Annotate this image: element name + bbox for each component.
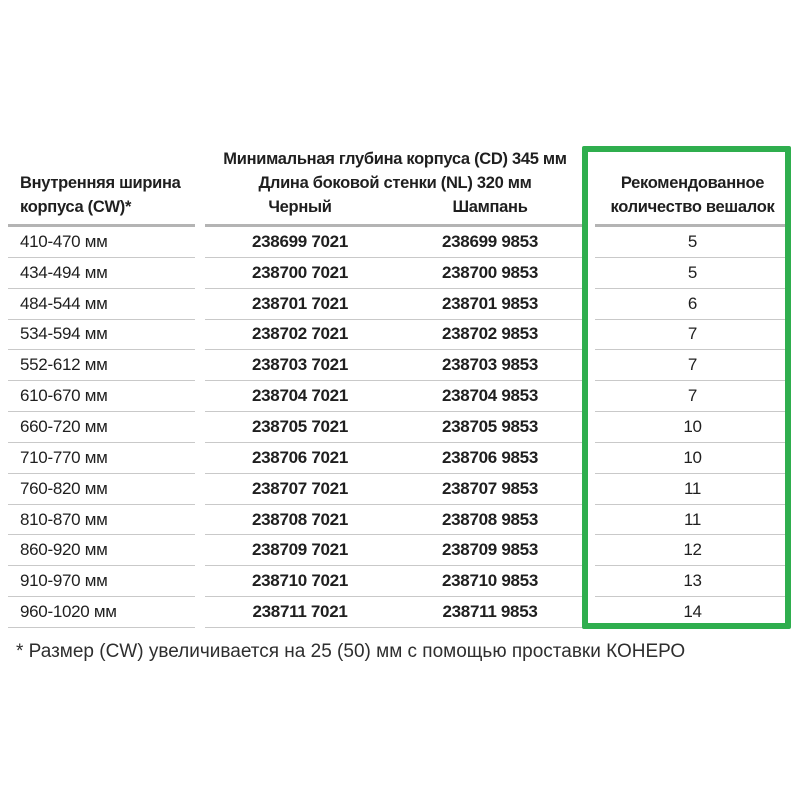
article-cells xyxy=(205,320,585,351)
col-hangers-header-line2: количество вешалок xyxy=(610,198,775,216)
hangers-count-cell: 5 xyxy=(595,227,790,258)
table-row xyxy=(8,597,790,628)
article-champagne-cell: 238704 9853 xyxy=(442,386,538,406)
hangers-count-cell: 7 xyxy=(595,381,790,412)
article-black-cell: 238704 7021 xyxy=(252,386,348,406)
table-row xyxy=(8,289,790,320)
cw-range-cell: 410-470 мм xyxy=(8,227,195,258)
article-black-cell: 238705 7021 xyxy=(252,416,348,436)
table-row xyxy=(8,535,790,566)
column-gap xyxy=(195,147,205,227)
column-gap xyxy=(195,350,205,381)
hangers-count-cell: 14 xyxy=(595,597,790,628)
column-gap xyxy=(585,474,595,505)
column-gap xyxy=(585,505,595,536)
column-gap xyxy=(585,381,595,412)
cw-range-cell: 710-770 мм xyxy=(8,443,195,474)
col-champagne-header: Шампань xyxy=(452,198,528,216)
hangers-count-cell: 6 xyxy=(595,289,790,320)
column-gap xyxy=(195,320,205,351)
table-row xyxy=(8,566,790,597)
article-champagne-cell: 238709 9853 xyxy=(442,540,538,560)
column-gap xyxy=(195,566,205,597)
article-black-cell: 238707 7021 xyxy=(252,478,348,498)
hangers-count-cell: 11 xyxy=(595,505,790,536)
article-champagne-cell: 238701 9853 xyxy=(442,293,538,313)
article-champagne-cell: 238702 9853 xyxy=(442,324,538,344)
column-gap xyxy=(585,227,595,258)
cw-range-cell: 810-870 мм xyxy=(8,505,195,536)
table-row xyxy=(8,412,790,443)
table-header-row xyxy=(8,147,790,227)
table-row xyxy=(8,227,790,258)
article-black-cell: 238709 7021 xyxy=(252,540,348,560)
column-gap xyxy=(195,597,205,628)
col-black-header: Черный xyxy=(268,198,332,216)
hangers-count-cell: 10 xyxy=(595,443,790,474)
table-row xyxy=(8,350,790,381)
column-gap xyxy=(585,350,595,381)
cw-range-cell: 760-820 мм xyxy=(8,474,195,505)
column-gap xyxy=(585,320,595,351)
column-gap xyxy=(195,227,205,258)
column-gap xyxy=(195,505,205,536)
column-gap xyxy=(585,535,595,566)
article-cells xyxy=(205,227,585,258)
col-hangers-header-line1: Рекомендованное xyxy=(620,174,765,192)
cw-range-cell: 434-494 мм xyxy=(8,258,195,289)
cw-range-cell: 960-1020 мм xyxy=(8,597,195,628)
article-cells xyxy=(205,289,585,320)
table-row xyxy=(8,381,790,412)
column-gap xyxy=(195,412,205,443)
table-row xyxy=(8,320,790,351)
column-gap xyxy=(195,381,205,412)
cw-range-cell: 552-612 мм xyxy=(8,350,195,381)
column-gap xyxy=(585,258,595,289)
hangers-count-cell: 5 xyxy=(595,258,790,289)
col-group-header xyxy=(205,147,585,227)
article-cells xyxy=(205,505,585,536)
hangers-count-cell: 10 xyxy=(595,412,790,443)
hangers-count-cell: 13 xyxy=(595,566,790,597)
color-subheaders xyxy=(205,195,585,219)
cw-range-cell: 610-670 мм xyxy=(8,381,195,412)
column-gap xyxy=(585,147,595,227)
article-black-cell: 238699 7021 xyxy=(252,231,348,251)
article-cells xyxy=(205,566,585,597)
column-gap xyxy=(585,412,595,443)
article-black-cell: 238703 7021 xyxy=(252,355,348,375)
article-black-cell: 238710 7021 xyxy=(252,571,348,591)
table-row xyxy=(8,258,790,289)
hangers-count-cell: 7 xyxy=(595,350,790,381)
table-body xyxy=(8,227,790,628)
article-black-cell: 238700 7021 xyxy=(252,262,348,282)
article-champagne-cell: 238700 9853 xyxy=(442,262,538,282)
cw-range-cell: 860-920 мм xyxy=(8,535,195,566)
article-champagne-cell: 238699 9853 xyxy=(442,231,538,251)
cw-range-cell: 910-970 мм xyxy=(8,566,195,597)
column-gap xyxy=(195,474,205,505)
spec-table xyxy=(8,147,790,628)
article-black-cell: 238711 7021 xyxy=(252,602,348,622)
footnote: * Размер (CW) увеличивается на 25 (50) мм с помощью проставки КОНЕРО xyxy=(16,641,686,662)
article-champagne-cell: 238710 9853 xyxy=(442,571,538,591)
col-hangers-header xyxy=(595,147,790,227)
article-cells xyxy=(205,412,585,443)
table-row xyxy=(8,474,790,505)
article-champagne-cell: 238705 9853 xyxy=(442,416,538,436)
article-black-cell: 238706 7021 xyxy=(252,447,348,467)
column-gap xyxy=(585,443,595,474)
col-cw-header-line2: корпуса (CW)* xyxy=(20,198,132,216)
cw-range-cell: 484-544 мм xyxy=(8,289,195,320)
article-cells xyxy=(205,381,585,412)
table-row xyxy=(8,443,790,474)
article-black-cell: 238708 7021 xyxy=(252,509,348,529)
article-champagne-cell: 238707 9853 xyxy=(442,478,538,498)
article-cells xyxy=(205,443,585,474)
table-row xyxy=(8,505,790,536)
cw-range-cell: 660-720 мм xyxy=(8,412,195,443)
group-header-depth: Минимальная глубина корпуса (CD) 345 мм xyxy=(223,150,567,168)
article-champagne-cell: 238703 9853 xyxy=(442,355,538,375)
article-black-cell: 238702 7021 xyxy=(252,324,348,344)
col-cw-header xyxy=(8,147,195,227)
cw-range-cell: 534-594 мм xyxy=(8,320,195,351)
article-champagne-cell: 238711 9853 xyxy=(442,602,538,622)
column-gap xyxy=(585,597,595,628)
column-gap xyxy=(195,258,205,289)
article-cells xyxy=(205,474,585,505)
article-cells xyxy=(205,597,585,628)
column-gap xyxy=(195,289,205,320)
column-gap xyxy=(585,566,595,597)
hangers-count-cell: 11 xyxy=(595,474,790,505)
hangers-count-cell: 7 xyxy=(595,320,790,351)
article-black-cell: 238701 7021 xyxy=(252,293,348,313)
column-gap xyxy=(195,535,205,566)
col-cw-header-line1: Внутренняя ширина xyxy=(20,174,181,192)
hangers-count-cell: 12 xyxy=(595,535,790,566)
article-cells xyxy=(205,350,585,381)
article-champagne-cell: 238706 9853 xyxy=(442,447,538,467)
column-gap xyxy=(195,443,205,474)
article-champagne-cell: 238708 9853 xyxy=(442,509,538,529)
article-cells xyxy=(205,535,585,566)
column-gap xyxy=(585,289,595,320)
group-header-side-length: Длина боковой стенки (NL) 320 мм xyxy=(258,174,532,192)
article-cells xyxy=(205,258,585,289)
